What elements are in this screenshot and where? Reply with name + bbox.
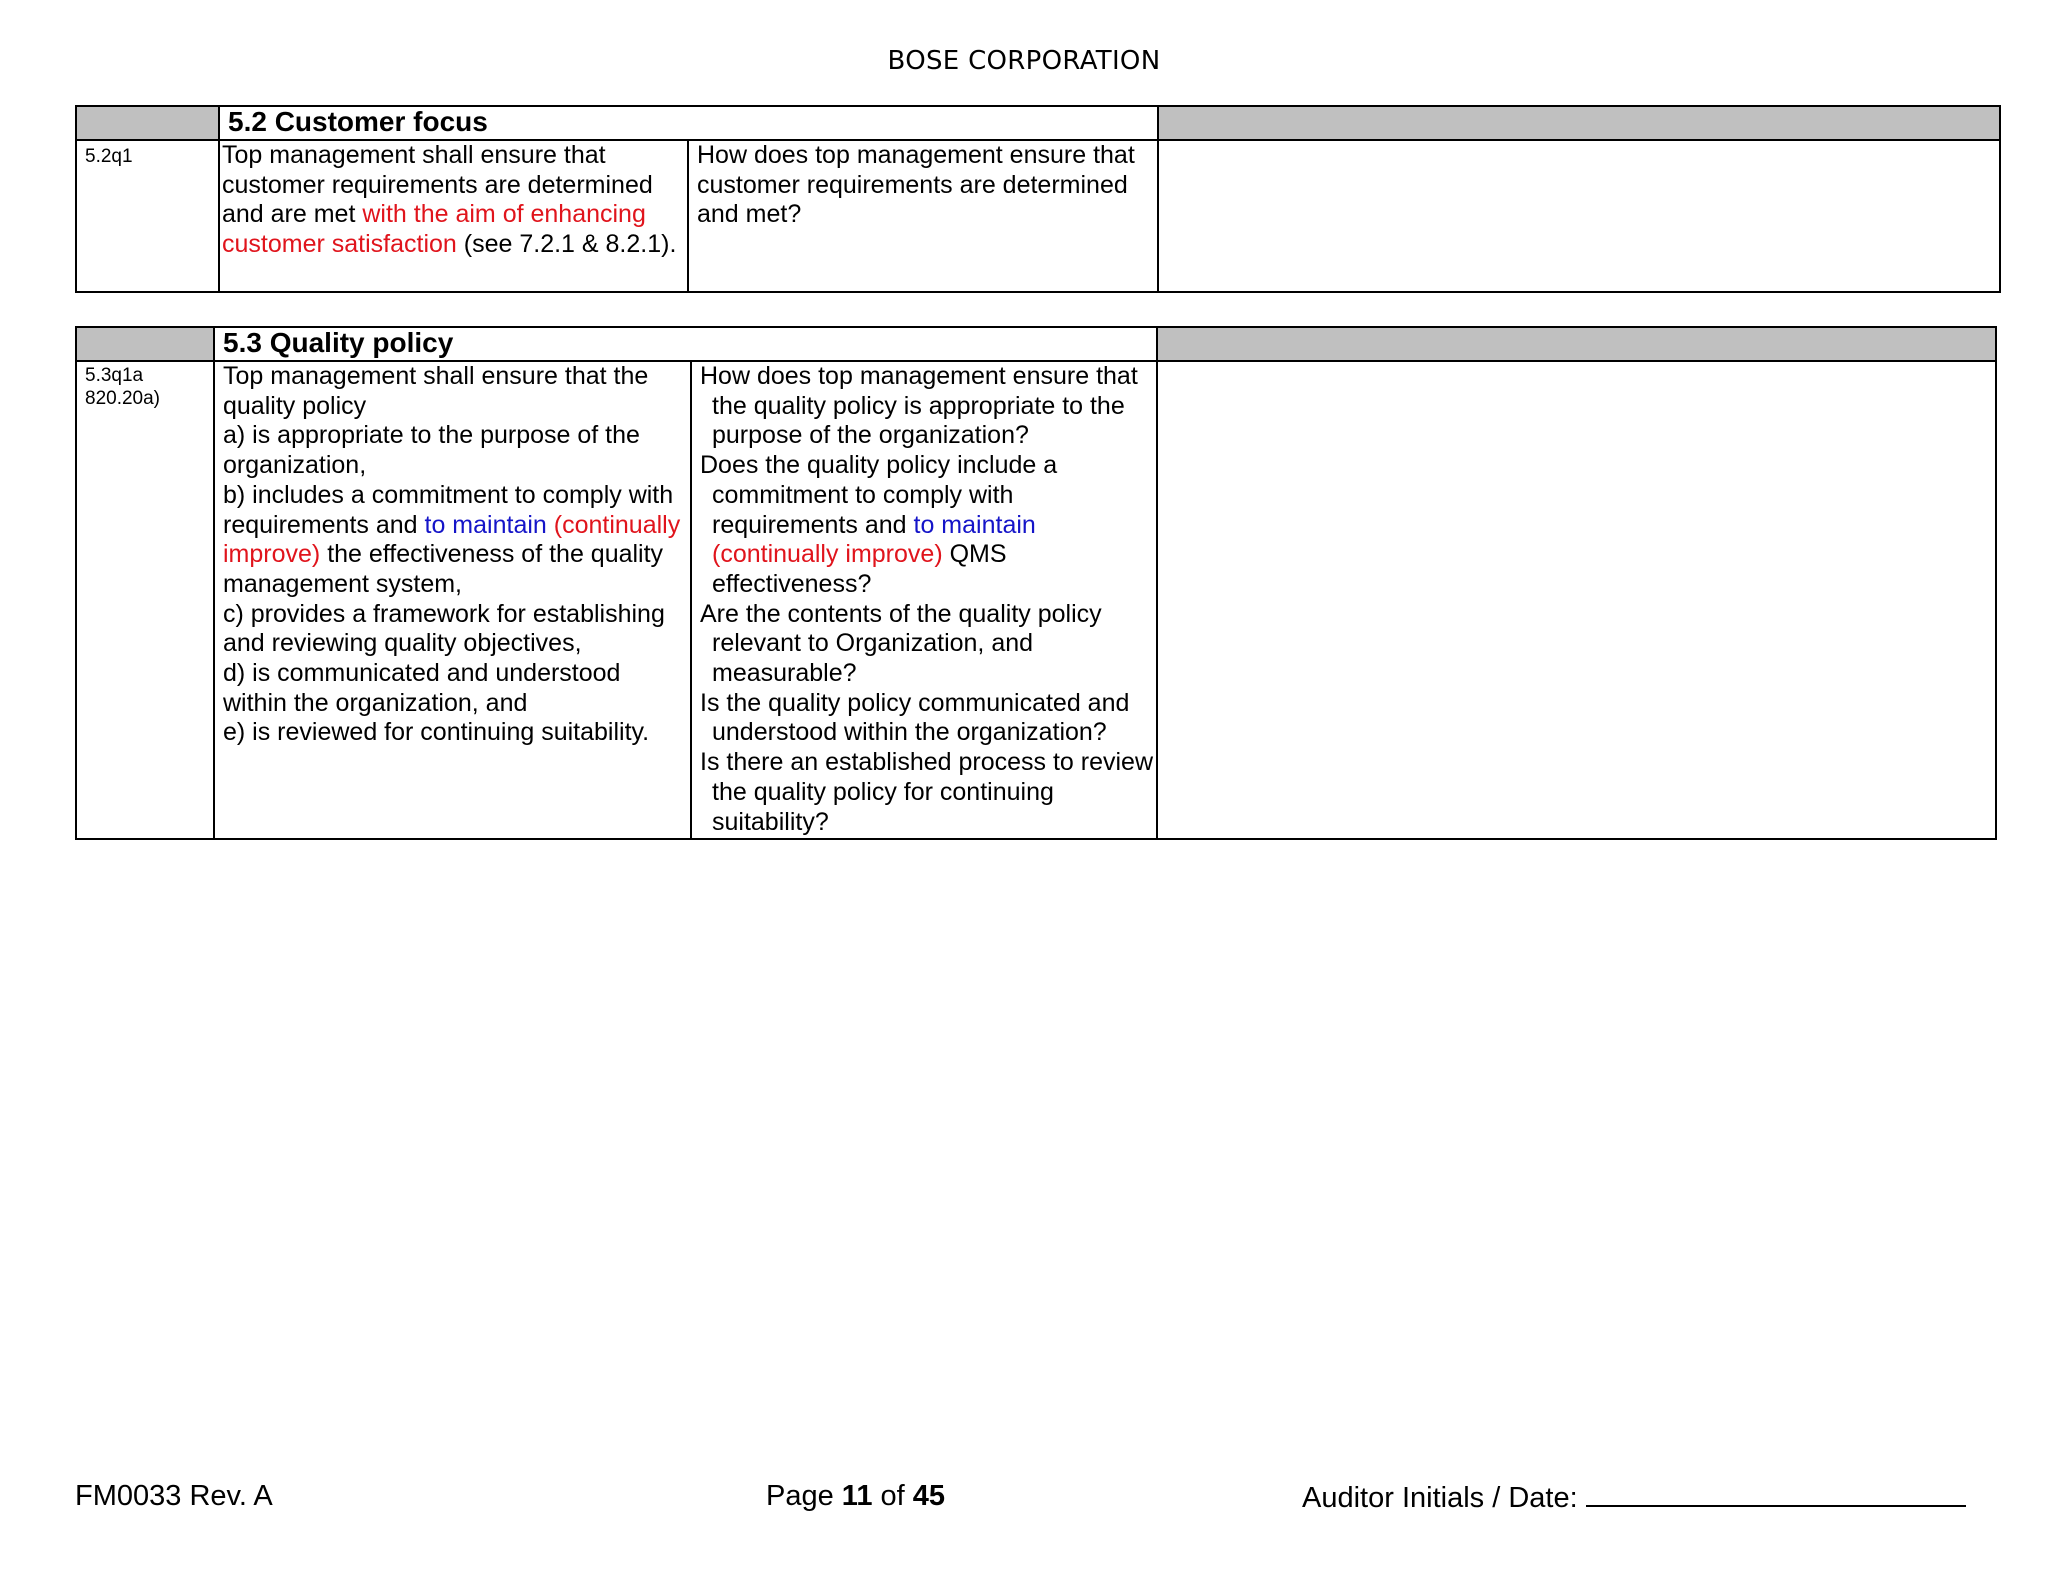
revision-red-text: with the aim of enhancing customer satisfaction — [222, 200, 646, 259]
ref-cell — [76, 140, 219, 292]
notes-cell[interactable] — [1157, 361, 1996, 839]
question-text: How does top management ensure that customer requirements are determined and met? — [697, 141, 1135, 229]
question-list — [692, 362, 1156, 837]
question-cell — [691, 361, 1157, 839]
header-ref-cell — [76, 327, 214, 361]
section-title: 5.3 Quality policy — [214, 327, 1157, 361]
revision-blue-text: to maintain — [913, 510, 1036, 539]
section-table-customer-focus — [75, 105, 2001, 293]
section-header-row — [76, 106, 2000, 140]
header-notes-cell — [1158, 106, 2000, 140]
form-id: FM0033 Rev. A — [75, 1480, 273, 1512]
header-notes-cell — [1157, 327, 1996, 361]
page-number: Page 11 of 45 — [766, 1480, 946, 1512]
requirement-text: Top management shall ensure that customer requirements are determined and are met with the aim of enhancing customer satisfaction (see 7.2.1 & 8.2.1). — [222, 141, 677, 259]
auditor-label: Auditor Initials / Date: — [1302, 1482, 1578, 1514]
revision-red-text: (continually improve) — [712, 540, 943, 569]
section-table-quality-policy — [75, 326, 1997, 840]
header-ref-cell — [76, 106, 219, 140]
table-row — [76, 361, 1996, 839]
question-item: Is there an established process to review the quality policy for continuing suitability? — [700, 748, 1154, 836]
requirement-cell — [219, 140, 688, 292]
auditor-initials-date-field[interactable] — [1586, 1479, 1966, 1507]
revision-blue-text: to maintain — [424, 510, 547, 539]
ref-cell — [76, 361, 214, 839]
question-cell — [688, 140, 1158, 292]
ref-id: 5.2q1 — [85, 146, 133, 167]
question-item: Are the contents of the quality policy relevant to Organization, and measurable? — [700, 599, 1102, 688]
table-row — [76, 140, 2000, 292]
section-header-row — [76, 327, 1996, 361]
question-item: Does the quality policy include a commitment to comply with requirements and to maintain (continually improve) QMS effectiveness? — [700, 451, 1058, 598]
notes-cell[interactable] — [1158, 140, 2000, 292]
page-header: BOSE CORPORATION — [887, 46, 1161, 76]
requirement-text: Top management shall ensure that the quality policy a) is appropriate to the purpose of the organization, b) includes a commitment to comply with requirements and to maintain (continually improve) the effectiveness of the quality management system, c) provides a framework for establishing and reviewing quality objectives, d) is communicated and understood within the organization, and e) is reviewed for continuing suitability. — [223, 362, 681, 747]
question-item: Is the quality policy communicated and understood within the organization? — [700, 688, 1130, 747]
auditor-signoff — [1302, 1479, 1966, 1515]
question-item: How does top management ensure that the quality policy is appropriate to the purpose of the organization? — [700, 362, 1138, 450]
section-title: 5.2 Customer focus — [219, 106, 1158, 140]
revision-red-text: (continually improve) — [223, 510, 681, 569]
ref-id: 5.3q1a 820.20a) — [85, 365, 161, 409]
requirement-cell — [214, 361, 691, 839]
